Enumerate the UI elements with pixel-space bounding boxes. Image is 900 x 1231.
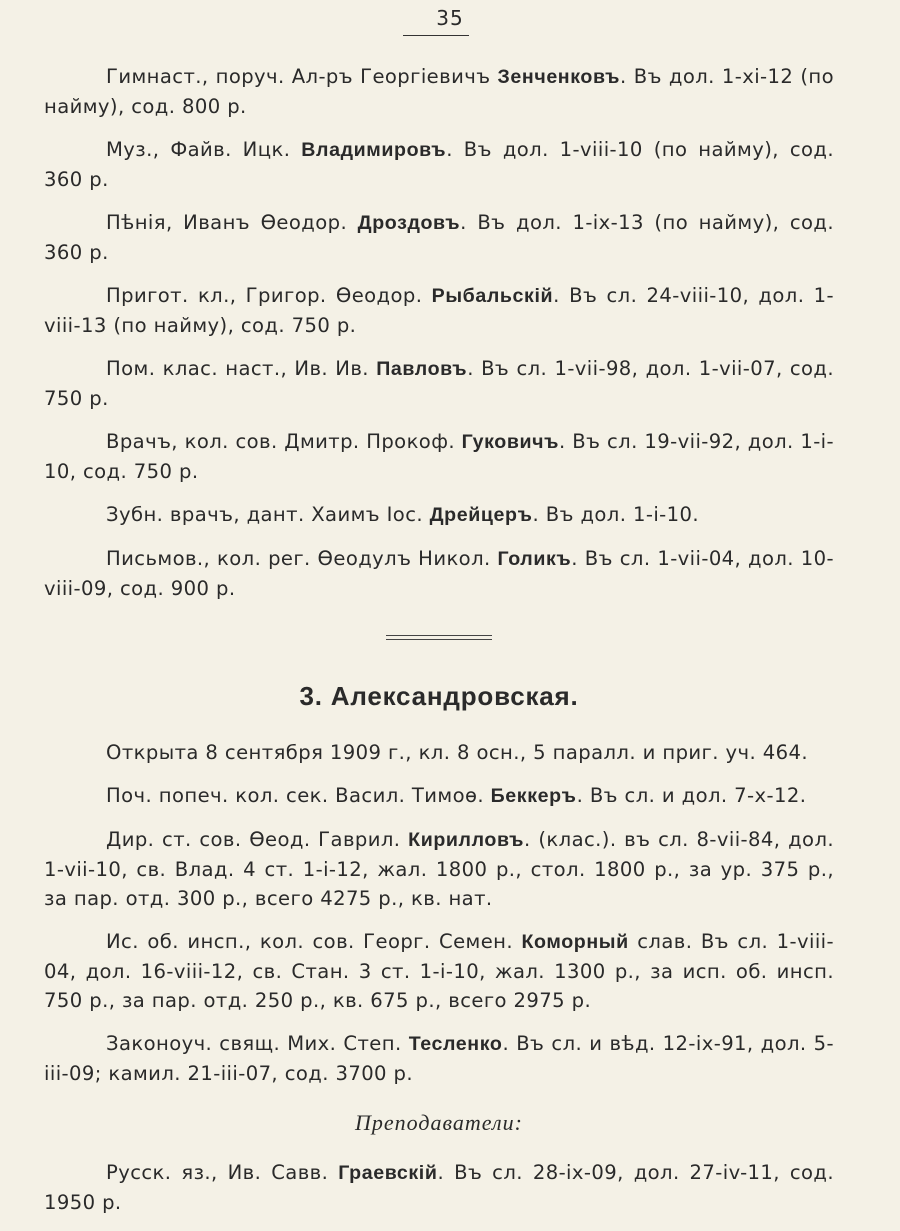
surname: Рыбальскій bbox=[431, 285, 554, 307]
staff-entry: Муз., Файв. Ицк. Владимировъ. Въ дол. 1-viii-10 (по найму), сод. 360 р. bbox=[44, 138, 834, 191]
surname: Дроздовъ bbox=[357, 212, 461, 234]
surname: Дрейцеръ bbox=[429, 504, 533, 526]
surname: Тесленко bbox=[408, 1033, 503, 1055]
surname: Владимировъ bbox=[301, 139, 447, 161]
staff-entry: Пригот. кл., Григор. Өеодор. Рыбальскій. Въ сл. 24-viii-10, дол. 1-viii-13 (по найму), сод. 750 р. bbox=[44, 284, 834, 337]
surname: Беккеръ bbox=[490, 785, 577, 807]
staff-entry: Пѣнія, Иванъ Өеодор. Дроздовъ. Въ дол. 1-ix-13 (по найму), сод. 360 р. bbox=[44, 211, 834, 264]
page-number-rule bbox=[403, 35, 469, 36]
staff-entry: Ис. об. инсп., кол. сов. Георг. Семен. Коморный слав. Въ сл. 1-viii-04, дол. 16-viii-12, св. Стан. 3 ст. 1-i-10, жал. 1300 р., за исп. об. инсп. 750 р., за пар. отд. 250 р., кв. 675 р., всего 2975 р. bbox=[44, 930, 834, 1012]
teachers-list bbox=[44, 1158, 834, 1217]
section-staff-list bbox=[44, 781, 834, 1088]
staff-entry: Пом. клас. наст., Ив. Ив. Павловъ. Въ сл. 1-vii-98, дол. 1-vii-07, сод. 750 р. bbox=[44, 357, 835, 410]
surname: Кирилловъ bbox=[408, 829, 525, 851]
staff-entry: Законоуч. свящ. Мих. Степ. Тесленко. Въ сл. и вѣд. 12-ix-91, дол. 5-iii-09; камил. 21-iii-07, сод. 3700 р. bbox=[44, 1032, 834, 1085]
staff-entry: Дир. ст. сов. Өеод. Гаврил. Кирилловъ. (клас.). въ сл. 8-vii-84, дол. 1-vii-10, св. Влад. 4 ст. 1-i-12, жал. 1800 р., стол. 1800 р., за ур. 375 р., за пар. отд. 300 р., всего 4275 р., кв. нат. bbox=[44, 828, 834, 910]
surname: Коморный bbox=[521, 931, 629, 953]
section-heading: 3. Александровская. bbox=[299, 681, 579, 711]
staff-entry: Письмов., кол. рег. Өеодулъ Никол. Голикъ. Въ сл. 1-vii-04, дол. 10-viii-09, сод. 900 р. bbox=[44, 547, 834, 600]
staff-entry: Врачъ, кол. сов. Дмитр. Прокоф. Гуковичъ. Въ сл. 19-vii-92, дол. 1-i-10, сод. 750 р. bbox=[44, 430, 834, 483]
staff-entry: Поч. попеч. кол. сек. Васил. Тимоѳ. Беккеръ. Въ сл. и дол. 7-x-12. bbox=[106, 784, 807, 807]
section-separator bbox=[386, 635, 492, 643]
document-body bbox=[44, 62, 834, 1231]
staff-list bbox=[44, 62, 834, 603]
teachers-heading: Преподаватели: bbox=[355, 1110, 523, 1135]
surname: Павловъ bbox=[376, 358, 468, 380]
surname: Граевскій bbox=[338, 1162, 438, 1184]
opening-info: Открыта 8 сентября 1909 г., кл. 8 осн., 5 паралл. и приг. уч. 464. bbox=[106, 741, 808, 764]
surname: Гуковичъ bbox=[461, 431, 559, 453]
page-number: 35 bbox=[436, 6, 464, 30]
staff-entry: Гимнаст., поруч. Ал-ръ Георгіевичъ Зенченковъ. Въ дол. 1-xi-12 (по найму), сод. 800 р. bbox=[44, 65, 834, 118]
surname: Зенченковъ bbox=[497, 66, 621, 88]
staff-entry: Зубн. врачъ, дант. Хаимъ Іос. Дрейцеръ. Въ дол. 1-i-10. bbox=[106, 503, 699, 526]
staff-entry: Русск. яз., Ив. Савв. Граевскій. Въ сл. 28-ix-09, дол. 27-iv-11, сод. 1950 р. bbox=[44, 1161, 835, 1214]
surname: Голикъ bbox=[497, 548, 572, 570]
